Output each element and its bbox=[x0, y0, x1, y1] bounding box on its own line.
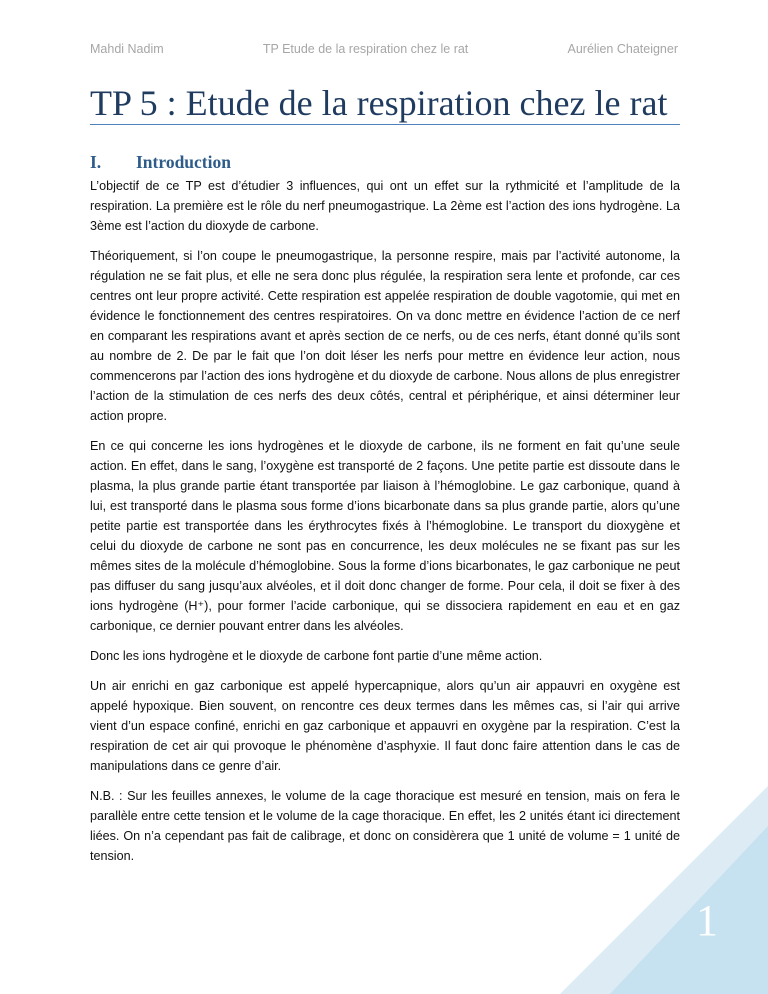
title-divider bbox=[90, 124, 680, 125]
paragraph: Un air enrichi en gaz carbonique est appelé hypercapnique, alors qu’un air appauvri en oxygène est appelé hypoxique. Bien souvent, on rencontre ces deux termes dans les mêmes cas, si l’air qui arrive vient d’un espace confiné, enrichi en gaz carbonique et appauvri en oxygène par la respiration. C’est la respiration de cet air qui provoque le phénomène d’asphyxie. Il faut donc faire attention dans le cas de manipulations dans ce genre d’air. bbox=[90, 679, 680, 773]
page-number: 1 bbox=[696, 896, 718, 945]
corner-decoration bbox=[560, 786, 768, 994]
paragraph: Donc les ions hydrogène et le dioxyde de carbone font partie d’une même action. bbox=[90, 649, 543, 663]
paragraph: En ce qui concerne les ions hydrogènes et le dioxyde de carbone, ils ne forment en fait qu’une seule action. En effet, dans le sang, l’oxygène est transporté de 2 façons. Une petite partie est dissoute dans le plasma, la plus grande partie étant transportée par liaison à l’hémoglobine. Le gaz carbonique, quand à lui, est transporté dans le plasma sous forme d’ions bicarbonate dans sa plus grande partie, alors qu’une petite partie est transportée dans les érythrocytes fixés à l’hémoglobine. Le transport du dioxygène et celui du dioxyde de carbone ne sont pas en concurrence, les deux molécules ne se fixant pas sur les mêmes sites de la molécule d’hémoglobine. Sous la forme d’ions bicarbonates, le gaz carbonique ne peut pas diffuser du sang jusqu’aux alvéoles, et il doit donc changer de forme. Pour cela, il doit se fixer à des ions hydrogène (H⁺), pour former l’acide carbonique, qui se dissociera rapidement en eau et en gaz carbonique, ce dernier pouvant entrer dans les alvéoles. bbox=[90, 439, 680, 633]
document-body bbox=[90, 176, 680, 876]
section-title: Introduction bbox=[136, 152, 231, 172]
page-header bbox=[90, 42, 678, 56]
header-author-right: Aurélien Chateigner bbox=[567, 42, 678, 56]
paragraph: L’objectif de ce TP est d’étudier 3 influences, qui ont un effet sur la rythmicité et l’amplitude de la respiration. La première est le rôle du nerf pneumogastrique. La 2ème est l’action des ions hydrogène. La 3ème est l’action du dioxyde de carbone. bbox=[90, 179, 680, 233]
paragraph: Théoriquement, si l’on coupe le pneumogastrique, la personne respire, mais par l’activité autonome, la régulation ne se fait plus, et elle ne sera donc plus régulée, la respiration sera lente et profonde, car ces centres ont leur propre activité. Cette respiration est appelée respiration de double vagotomie, qui met en évidence le fonctionnement des centres respiratoires. On va donc mettre en évidence l’action de ce nerf en comparant les respirations avant et après section de ce nerfs, ou de ces nerfs, étant donné qu’ils sont au nombre de 2. De par le fait que l’on doit léser les nerfs pour mettre en évidence leur action, nous commencerons par l’action des ions hydrogène et du dioxyde de carbone. Nous allons de plus enregistrer l’action de la stimulation de ces nerfs des deux côtés, central et périphérique, et ainsi déterminer leur action propre. bbox=[90, 249, 680, 423]
page-title: TP 5 : Etude de la respiration chez le rat bbox=[90, 83, 668, 123]
header-author-left: Mahdi Nadim bbox=[90, 42, 164, 56]
section-number: I. bbox=[90, 152, 102, 172]
section-heading bbox=[90, 152, 231, 173]
header-document-title: TP Etude de la respiration chez le rat bbox=[262, 42, 469, 56]
paragraph: N.B. : Sur les feuilles annexes, le volume de la cage thoracique est mesuré en tension, mais on fera le parallèle entre cette tension et le volume de la cage thoracique. En effet, les 2 unités étant ici directement liées. On n’a cependant pas fait de calibrage, et donc on considèrera que 1 unité de volume = 1 unité de tension. bbox=[90, 789, 680, 863]
